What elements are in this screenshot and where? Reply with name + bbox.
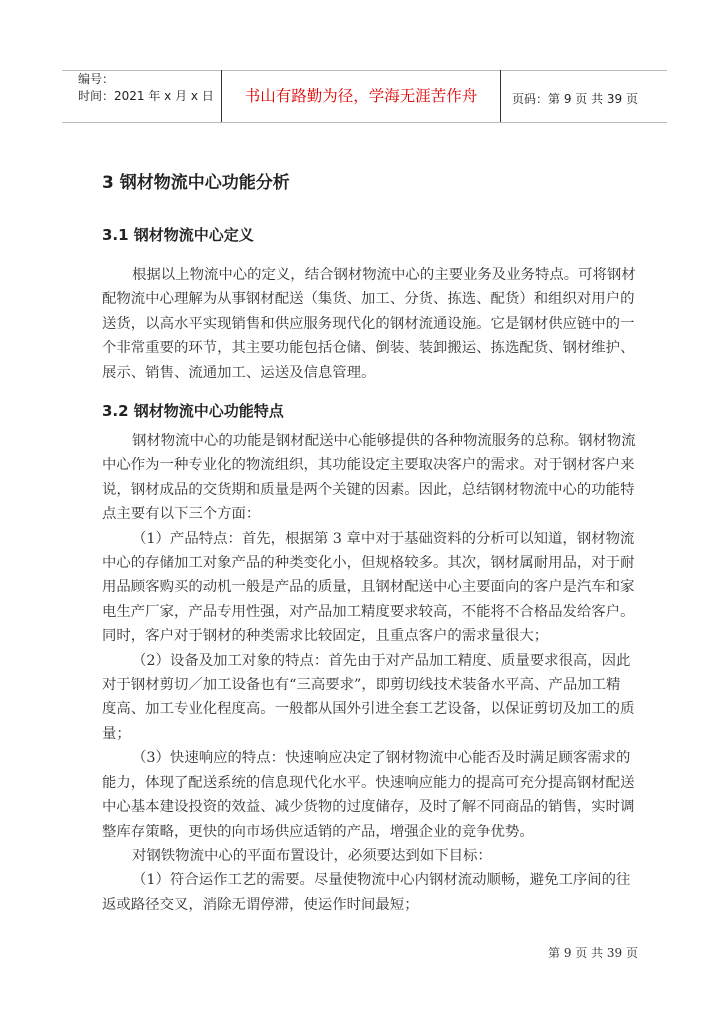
text-line: 配物流中心理解为从事钢材配送（集货、加工、分货、拣选、配货）和组织对用户的 [102,291,635,308]
text-line: （2）设备及加工对象的特点：首先由于对产品加工精度、质量要求很高，因此 [132,652,631,669]
text-line: 度高、加工专业化程度高。一般都从国外引进全套工艺设备，以保证剪切及加工的质 [102,701,635,718]
header-top-rule [62,70,667,71]
text-line: 中心基本建设投资的效益、减少货物的过度储存，及时了解不同商品的销售，实时调 [102,799,635,816]
section-3-2-title: 3.2 钢材物流中心功能特点 [102,402,284,420]
page-footer: 第 9 页 共 39 页 [548,946,638,960]
text-line: 用品顾客购买的动机一般是产品的质量，且钢材配送中心主要面向的客户是汽车和家 [102,579,635,596]
document-date: 时间：2021 年 x 月 x 日 [78,89,214,103]
section-3-1-title: 3.1 钢材物流中心定义 [102,226,254,244]
text-line: （1）符合运作工艺的需要。尽量使物流中心内钢材流动顺畅，避免工序间的往 [132,872,631,889]
header-bottom-rule [62,122,667,123]
section-3-2-body [102,429,662,917]
text-line: 说，钢材成品的交货期和质量是两个关键的因素。因此，总结钢材物流中心的功能特 [102,481,635,498]
section-title: 3 钢材物流中心功能分析 [102,173,290,193]
header-divider [500,70,501,122]
header-page-info: 页码：第 9 页 共 39 页 [512,92,638,106]
text-line: 能力，体现了配送系统的信息现代化水平。快速响应能力的提高可充分提高钢材配送 [102,774,635,791]
section-3-1-body [102,263,662,385]
text-line: 返或路径交叉，消除无谓停滞，使运作时间最短； [102,896,419,913]
text-line: 展示、销售、流通加工、运送及信息管理。 [102,364,376,381]
text-line: 根据以上物流中心的定义，结合钢材物流中心的主要业务及业务特点。可将钢材 [132,267,636,283]
header-motto: 书山有路勤为径，学海无涯苦作舟 [244,87,478,105]
text-line: 中心作为一种专业化的物流组织，其功能设定主要取决客户的需求。对于钢材客户来 [102,457,635,474]
text-line: 个非常重要的环节，其主要功能包括仓储、倒装、装卸搬运、拣选配货、钢材维护、 [102,340,635,357]
text-line: （3）快速响应的特点：快速响应决定了钢材物流中心能否及时满足顾客需求的 [132,750,631,767]
text-line: 对于钢材剪切／加工设备也有“三高要求”，即剪切线技术装备水平高、产品加工精 [102,677,621,694]
text-line: （1）产品特点：首先，根据第 3 章中对于基础资料的分析可以知道，钢材物流 [132,530,635,547]
text-line: 量； [102,725,131,742]
text-line: 电生产厂家，产品专用性强，对产品加工精度要求较高，不能将不合格品发给客户。 [102,603,635,620]
text-line: 送货，以高水平实现销售和供应服务现代化的钢材流通设施。它是钢材供应链中的一 [102,315,635,332]
text-line: 点主要有以下三个方面： [102,506,261,523]
text-line: 对钢铁物流中心的平面布置设计，必须要达到如下目标： [132,847,492,864]
text-line: 中心的存储加工对象产品的种类变化小，但规格较多。其次，钢材属耐用品，对于耐 [102,555,635,572]
document-number-label: 编号： [78,72,115,86]
text-line: 同时，客户对于钢材的种类需求比较固定，且重点客户的需求量很大； [102,628,549,645]
text-line: 钢材物流中心的功能是钢材配送中心能够提供的各种物流服务的总称。钢材物流 [132,433,636,449]
text-line: 整库存策略，更快的向市场供应适销的产品，增强企业的竞争优势。 [102,823,534,840]
